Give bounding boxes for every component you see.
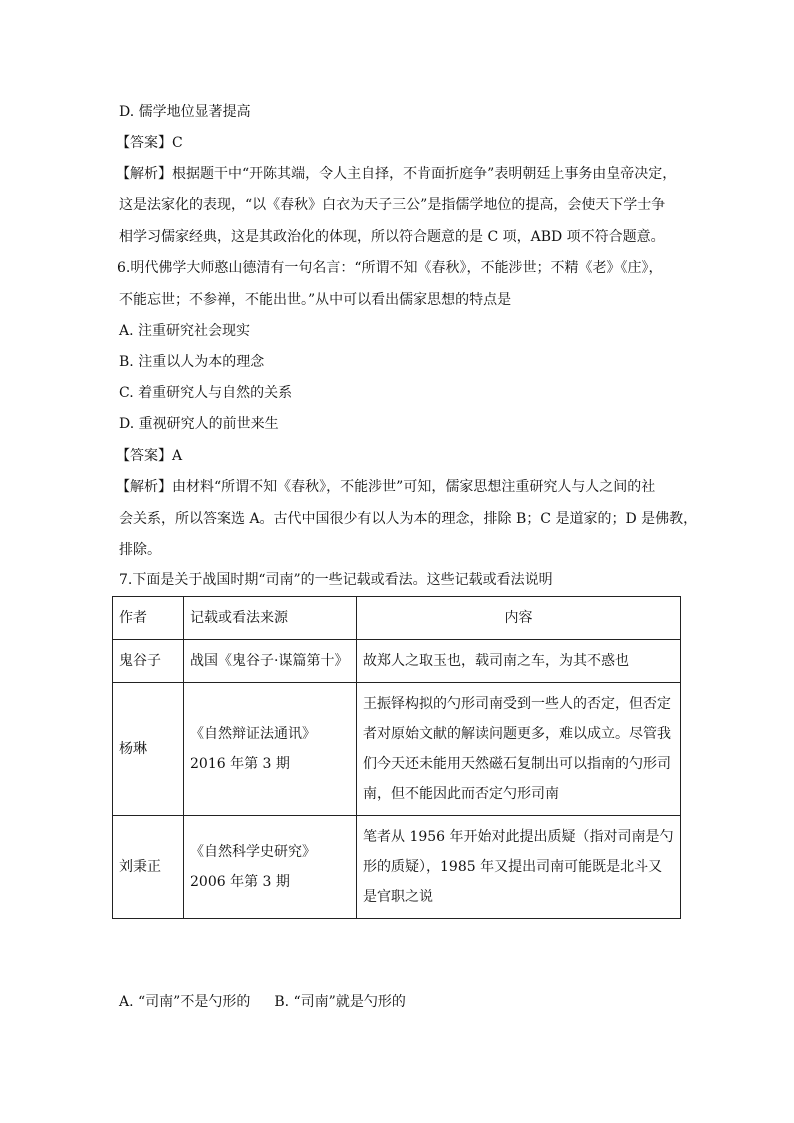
q5-option-d: D. 儒学地位显著提高 <box>119 104 251 120</box>
table-row <box>113 640 681 683</box>
cell-author: 刘秉正 <box>113 816 184 919</box>
q7-options <box>119 992 406 1012</box>
q7-option-b: B. “司南”就是勺形的 <box>274 994 406 1010</box>
q5-analysis-line-1: 【解析】根据题干中“开陈其端，令人主自择，不肯面折庭争”表明朝廷上事务由皇帝决定， <box>116 166 677 182</box>
q5-answer: 【答案】C <box>116 135 183 151</box>
q5-analysis-line-2: 这是法家化的表现，“以《春秋》白衣为天子三公”是指儒学地位的提高，会使天下学士争 <box>119 197 666 213</box>
header-content: 内容 <box>357 597 681 640</box>
q6-stem-line-1: 6.明代佛学大师憨山德清有一句名言：“所谓不知《春秋》，不能涉世；不精《老》《庄》， <box>117 260 663 276</box>
q6-option-b: B. 注重以人为本的理念 <box>119 354 265 370</box>
header-author: 作者 <box>113 597 184 640</box>
cell-content: 故郑人之取玉也，载司南之车，为其不惑也 <box>357 640 681 683</box>
q7-stem: 7.下面是关于战国时期“司南”的一些记载或看法。这些记载或看法说明 <box>119 572 553 588</box>
q6-option-a: A. 注重研究社会现实 <box>119 323 251 339</box>
q6-analysis-line-3: 排除。 <box>119 542 161 558</box>
cell-content: 笔者从 1956 年开始对此提出质疑（指对司南是勺形的质疑），1985 年又提出司南可能既是北斗又是官职之说 <box>357 816 681 919</box>
table-row <box>113 816 681 919</box>
source-table <box>112 596 681 919</box>
cell-author: 鬼谷子 <box>113 640 184 683</box>
q6-option-c: C. 着重研究人与自然的关系 <box>119 385 293 401</box>
q6-analysis-line-2: 会关系，所以答案选 A。古代中国很少有以人为本的理念，排除 B；C 是道家的；D 是佛教， <box>119 511 698 527</box>
header-source: 记载或看法来源 <box>184 597 357 640</box>
table-header-row <box>113 597 681 640</box>
cell-source: 战国《鬼谷子·谋篇第十》 <box>184 640 357 683</box>
q6-option-d: D. 重视研究人的前世来生 <box>119 416 279 432</box>
cell-content: 王振铎构拟的勺形司南受到一些人的否定，但否定者对原始文献的解读问题更多，难以成立。尽管我们今天还未能用天然磁石复制出可以指南的勺形司南，但不能因此而否定勺形司南 <box>357 683 681 816</box>
q6-analysis-line-1: 【解析】由材料“所谓不知《春秋》，不能涉世”可知，儒家思想注重研究人与人之间的社 <box>116 479 656 495</box>
q5-analysis-line-3: 相学习儒家经典，这是其政治化的体现，所以符合题意的是 C 项，ABD 项不符合题意。 <box>119 229 665 245</box>
table-row <box>113 683 681 816</box>
cell-source: 《自然科学史研究》2006 年第 3 期 <box>184 816 357 919</box>
q6-stem-line-2: 不能忘世；不参禅，不能出世。”从中可以看出儒家思想的特点是 <box>119 292 512 308</box>
q7-option-a: A. “司南”不是勺形的 <box>119 994 251 1010</box>
cell-source: 《自然辩证法通讯》2016 年第 3 期 <box>184 683 357 816</box>
q6-answer: 【答案】A <box>116 448 183 464</box>
cell-author: 杨琳 <box>113 683 184 816</box>
